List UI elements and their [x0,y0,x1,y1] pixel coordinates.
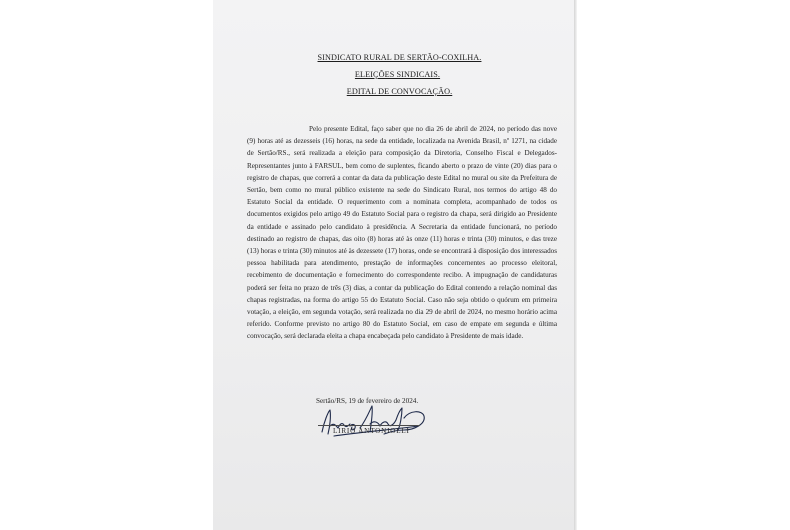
notice-body [247,123,557,343]
heading-elections: ELEIÇÕES SINDICAIS. [354,70,441,79]
signer-name: LIRIO ANTONIOLLI [333,427,410,435]
handwritten-signature-icon [300,396,440,446]
heading-union-name: SINDICATO RURAL DE SERTÃO-COXILHA. [317,53,482,62]
place-and-date: Sertão/RS, 19 de fevereiro de 2024. [316,397,419,405]
page-edge [574,0,577,530]
heading-notice-title: EDITAL DE CONVOCAÇÃO. [346,87,453,96]
signature-line [318,425,420,426]
notice-body-text: Pelo presente Edital, faço saber que no dia 26 de abril de 2024, no período das nove (9) horas até as dezesseis (16) horas, na sede da entidade, localizada na Avenida Brasil, nº 1271, na cidade de Sertão/RS., será realizada a eleição para composição da Diretoria, Conselho Fiscal e Delegados-Representantes junto à FARSUL, bem como de suplentes, ficando aberto o prazo de vinte (20) dias para o registro de chapas, que correrá a contar da data da publicação deste Edital no mural ou site da Prefeitura de Sertão, bem como no mural público existente na sede do Sindicato Rural, nos termos do artigo 48 do Estatuto Social da entidade. O requerimento com a nominata completa, acompanhado de todos os documentos exigidos pelo artigo 49 do Estatuto Social para o registro da chapa, será dirigido ao Presidente da entidade e assinado pelo candidato à presidência. A Secretaria da entidade funcionará, no período destinado ao registro de chapas, das oito (8) horas até às onze (11) horas e trinta (30) minutos, e das treze (13) horas e trinta (30) minutos até às dezessete (17) horas, onde se encontrará à disposição dos interessados pessoa habilitada para atendimento, prestação de informações concernentes ao processo eleitoral, recebimento de documentação e fornecimento do correspondente recibo. A impugnação de candidaturas poderá ser feita no prazo de três (3) dias, a contar da publicação do Edital contendo a relação nominal das chapas registradas, na forma do artigo 55 do Estatuto Social. Caso não seja obtido o quórum em primeira votação, a eleição, em segunda votação, será realizada no dia 29 de abril de 2024, no mesmo horário acima referido. Conforme previsto no artigo 80 do Estatuto Social, em caso de empate em segunda e última convocação, será declarada eleita a chapa encabeçada pelo candidato à Presidente de mais idade. [247,125,557,341]
